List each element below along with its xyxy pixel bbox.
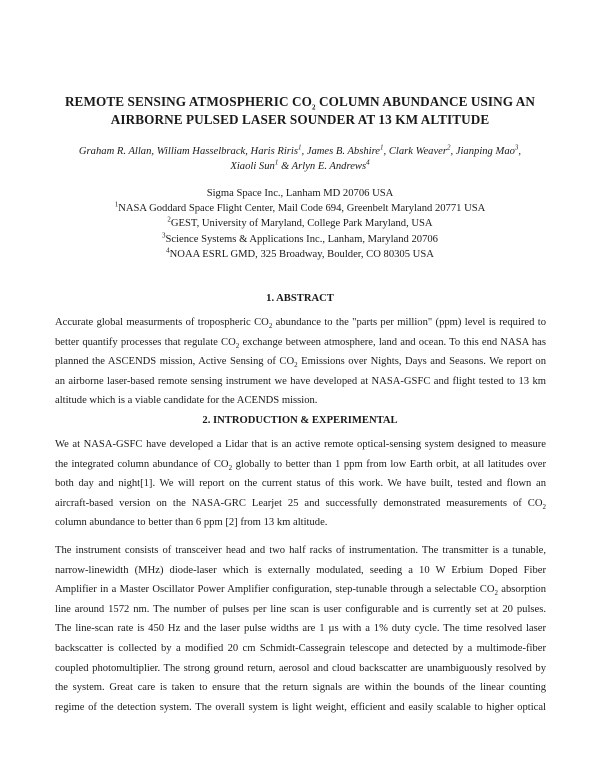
- text-line: aircraft-based version on the NASA-GRC Learjet 25 and successfully demonstrated measurements of $CO_2$: [55, 497, 546, 511]
- affiliation-2: $^2$GEST, University of Maryland, College Park Maryland, USA: [167, 215, 433, 230]
- author-line-1: Graham R. Allan, William Hasselbrack, Haris Riris$^1$, James B. Abshire$^1$, Clark Weaver$^2$, Jianping Mao$^3$,: [78, 143, 522, 157]
- text-line: line around 1572 nm. The number of pulses per line scan is user configurable and is currently set at 20 pulses.: [55, 603, 546, 615]
- text-line: Accurate global measurments of tropospheric $CO_2$ abundance to the "parts per million" (ppm) level is required to: [55, 317, 546, 331]
- paper-title: [40, 93, 560, 129]
- text-line: We at NASA-GSFC have developed a Lidar that is an active remote optical-sensing system designed to measure: [55, 439, 546, 450]
- text-line: The line-scan rate is 450 Hz and the laser pulse widths are 1 µs with a 1% duty cycle. The time resolved laser: [55, 623, 546, 635]
- affiliation-4: $^4$NOAA ESRL GMD, 325 Broadway, Boulder, CO 80305 USA: [166, 246, 434, 260]
- text-line: better quantify processes that regulate $CO_2$ exchange between atmosphere, land and ocean. To this end NASA has: [55, 336, 546, 350]
- affiliation-1: $^1$NASA Goddard Space Flight Center, Mail Code 694, Greenbelt Maryland 20771 USA: [114, 200, 486, 215]
- text-line: both day and night[1]. We will report on the current status of this work. We have built, tested and flown an: [55, 478, 546, 490]
- affiliation-3: $^3$Science Systems & Applications Inc., Lanham, Maryland 20706: [162, 231, 438, 245]
- title-line-1: REMOTE SENSING ATMOSPHERIC $CO_2$ COLUMN ABUNDANCE USING AN: [64, 94, 536, 112]
- author-list: [40, 144, 560, 174]
- affiliation-0: Sigma Space Inc., Lanham MD 20706 USA: [206, 188, 394, 199]
- intro-paragraph-1: [55, 435, 546, 533]
- text-line: the integrated column abundance of $CO_2$ globally to better than 1 ppm from low Earth orbit, at all latitudes over: [55, 458, 546, 472]
- text-line: planned the ASCENDS mission, Active Sensing of $CO_2$ Emissions over Nights, Days and Seasons. We report on: [55, 356, 546, 370]
- text-line: altitude which is a viable candidate for the ACENDS mission.: [55, 395, 318, 407]
- text-line: Amplifier in a Master Oscillator Power Amplifier configuration, step-tunable through a selectable $CO_2$ absorption: [55, 584, 546, 598]
- text-line: an airborne laser-based remote sensing instrument we have developed at NASA-GSFC and flight tested to 13 km: [55, 375, 546, 387]
- intro-paragraph-2: [55, 541, 546, 717]
- abstract-paragraph: [55, 313, 546, 411]
- text-line: backscatter is collected by a modified 20 cm Schmidt-Cassegrain telescope and detected by a multimode-fiber: [55, 642, 546, 654]
- text-line: the system. Great care is taken to ensure that the return signals are within the bounds of the linear counting: [55, 682, 546, 694]
- text-line: narrow-linewidth (MHz) diode-laser which is externally modulated, seeding a 10 W Erbium Doped Fiber: [55, 564, 546, 576]
- title-line-2: AIRBORNE PULSED LASER SOUNDER AT 13 KM ALTITUDE: [110, 112, 490, 127]
- author-line-2: Xiaoli Sun$^1$ & Arlyn E. Andrews$^4$: [230, 158, 370, 172]
- text-line: regime of the detection system. The overall system is light weight, efficient and easily scalable to higher optical: [55, 701, 546, 713]
- text-line: column abundance to better than 6 ppm [2] from 13 km altitude.: [55, 517, 328, 529]
- affiliations: [40, 186, 560, 262]
- introduction-heading: 2. INTRODUCTION & EXPERIMENTAL: [202, 415, 398, 426]
- text-line: The instrument consists of transceiver head and two half racks of instrumentation. The transmitter is a tunable,: [55, 545, 546, 556]
- abstract-heading: 1. ABSTRACT: [266, 293, 334, 304]
- text-line: coupled photomultiplier. The strong ground return, aerosol and cloud backscatter are unambiguously resolved by: [55, 662, 546, 674]
